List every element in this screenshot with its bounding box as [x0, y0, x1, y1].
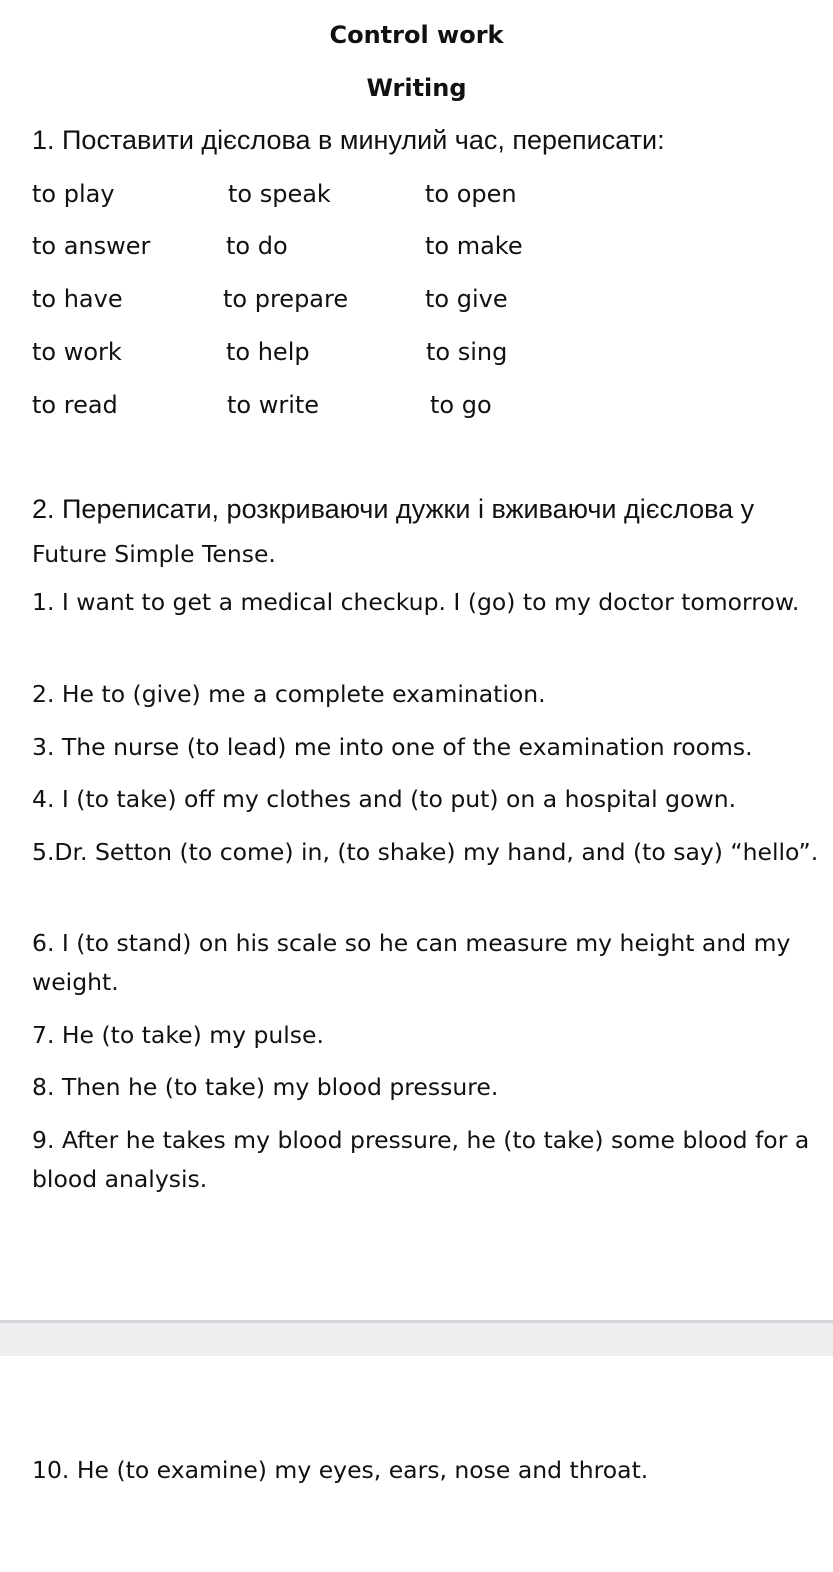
sentence-item: 10. He (to examine) my eyes, ears, nose and throat. [32, 1456, 649, 1484]
page-separator [0, 1320, 833, 1356]
page-title: Control work [329, 21, 504, 49]
verb-item: to read [32, 391, 118, 419]
verb-item: to work [32, 338, 122, 366]
sentence-item: 2. He to (give) me a complete examination. [32, 680, 546, 708]
task2-heading-tense: Future Simple Tense. [32, 540, 276, 568]
verb-item: to help [226, 338, 310, 366]
task2-heading [32, 489, 822, 578]
sentence-item: 7. He (to take) my pulse. [32, 1021, 324, 1049]
verb-item: to go [430, 391, 492, 419]
task1-heading: 1. Поставити дієслова в минулий час, переписати: [32, 125, 665, 155]
sentence-item: 8. Then he (to take) my blood pressure. [32, 1073, 499, 1101]
verb-item: to prepare [223, 285, 349, 313]
verb-item: to speak [228, 180, 331, 208]
document-page-2 [0, 1356, 833, 1572]
verb-item: to open [425, 180, 517, 208]
verb-item: to answer [32, 232, 151, 260]
sentence-item: 1. I want to get a medical checkup. I (go) to my doctor tomorrow. [32, 588, 800, 616]
sentence-item: 5.Dr. Setton (to come) in, (to shake) my hand, and (to say) “hello”. [32, 838, 819, 866]
verb-item: to write [227, 391, 320, 419]
verb-item: to do [226, 232, 288, 260]
verb-item: to sing [426, 338, 508, 366]
sentence-item: 9. After he takes my blood pressure, he (to take) some blood for a blood analysis. [32, 1126, 810, 1193]
page-subtitle: Writing [366, 74, 467, 102]
verb-item: to play [32, 180, 115, 208]
sentence-item: 6. I (to stand) on his scale so he can measure my height and my weight. [32, 929, 791, 996]
verb-item: to have [32, 285, 123, 313]
task2-heading-ukrainian: 2. Переписати, розкриваючи дужки і вживаючи дієслова у [32, 494, 755, 524]
sentence-item: 3. The nurse (to lead) me into one of the examination rooms. [32, 733, 753, 761]
sentence-item: 4. I (to take) off my clothes and (to put) on a hospital gown. [32, 785, 737, 813]
verb-item: to make [425, 232, 523, 260]
verb-item: to give [425, 285, 508, 313]
